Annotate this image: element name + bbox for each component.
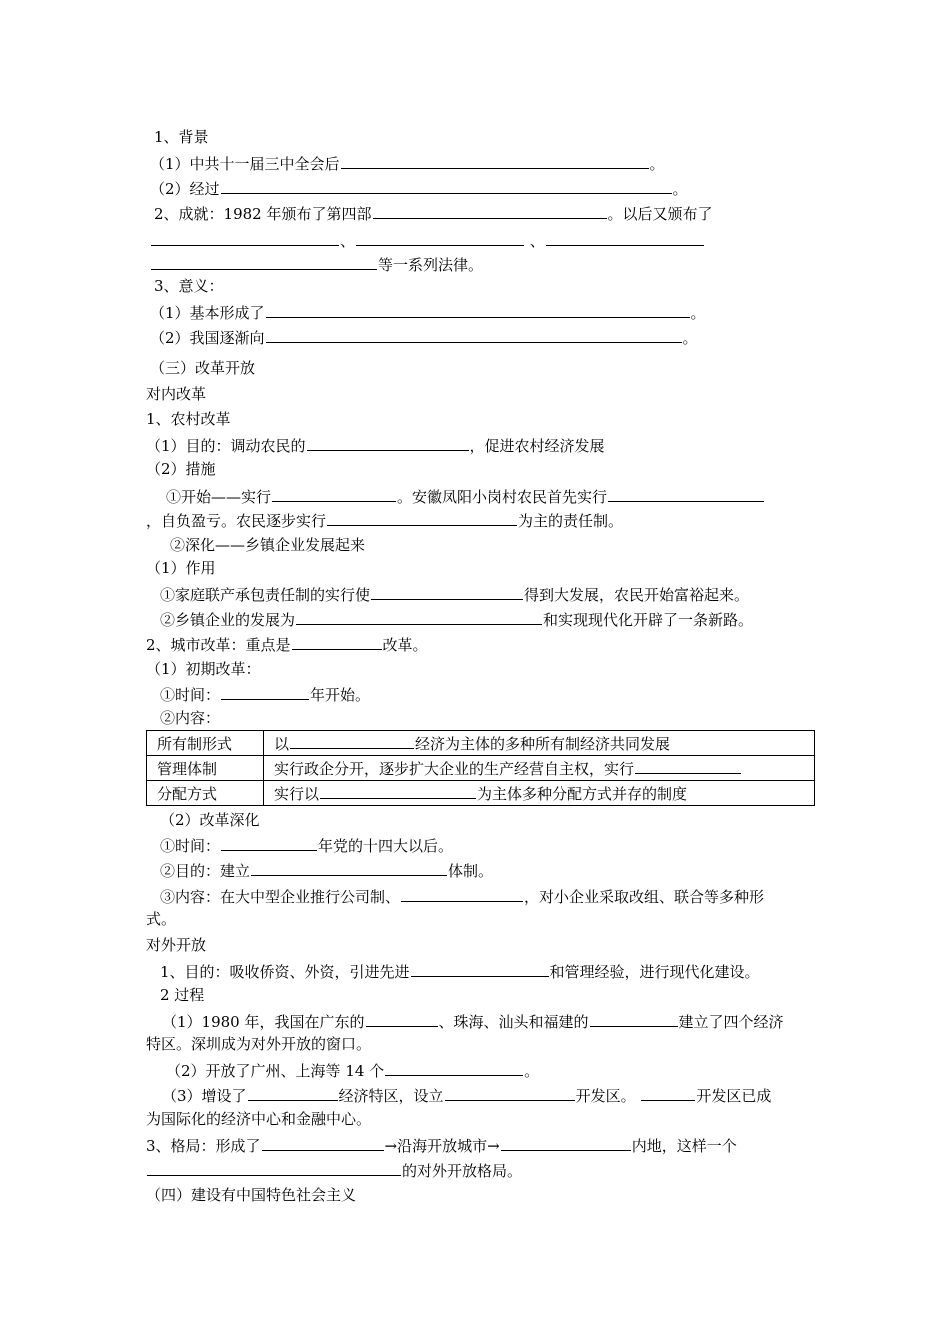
table-cell <box>264 781 815 806</box>
text: （1）中共十一届三中全会后 <box>150 155 340 173</box>
urban-deepen-time <box>160 834 453 854</box>
rural-effect-2 <box>160 608 753 628</box>
blank-field[interactable] <box>401 885 523 902</box>
text: 实行政企分开，逐步扩大企业的生产经营自主权，实行 <box>274 760 635 778</box>
domestic-reform-title: 对内改革 <box>146 385 207 403</box>
urban-initial-heading: （1）初期改革： <box>146 660 261 678</box>
significance-heading: 3、意义： <box>154 277 224 295</box>
opening-layout <box>146 1134 737 1154</box>
rural-effect-1 <box>160 583 749 603</box>
text: 年党的十四大以后。 <box>318 837 454 855</box>
table-label: 所有制形式 <box>147 731 264 756</box>
text: ②目的：建立 <box>160 862 251 880</box>
blank-field[interactable] <box>635 757 741 774</box>
rural-measures-heading: （2）措施 <box>146 460 216 478</box>
blank-field[interactable] <box>272 485 396 502</box>
text: 。 <box>682 329 698 347</box>
urban-deepen-heading: （2）改革深化 <box>160 811 260 829</box>
rural-measure-2: ②深化——乡镇企业发展起来 <box>170 536 366 554</box>
text: 、珠海、汕头和福建的 <box>438 1013 589 1031</box>
blank-field[interactable] <box>266 326 682 343</box>
text: 体制。 <box>448 862 494 880</box>
blank-field[interactable] <box>292 633 382 650</box>
text: 为主的责任制。 <box>518 512 624 530</box>
text: ①时间： <box>160 837 221 855</box>
blank-field[interactable] <box>356 229 524 246</box>
achievement-line-2 <box>150 229 705 249</box>
blank-field[interactable] <box>411 960 549 977</box>
text: 3、格局：形成了 <box>146 1137 261 1155</box>
blank-field[interactable] <box>151 253 377 270</box>
text: ②乡镇企业的发展为 <box>160 611 296 629</box>
text: 改革。 <box>382 636 428 654</box>
blank-field[interactable] <box>221 177 672 194</box>
rural-reform-heading: 1、农村改革 <box>146 410 231 428</box>
opening-process-3-wrap: 为国际化的经济中心和金融中心。 <box>146 1110 372 1128</box>
text: 为主体多种分配方式并存的制度 <box>477 785 688 803</box>
text: ，对小企业采取改组、联合等多种形 <box>524 888 765 906</box>
text: 开发区。 <box>575 1087 636 1105</box>
text: 、 <box>529 232 545 250</box>
text: 的对外开放格局。 <box>402 1162 523 1180</box>
table-label: 管理体制 <box>147 756 264 781</box>
text: ①家庭联产承包责任制的实行使 <box>160 586 371 604</box>
text: 。安徽凤阳小岗村农民首先实行 <box>397 488 608 506</box>
blank-field[interactable] <box>266 301 690 318</box>
opening-process-3 <box>162 1084 771 1104</box>
rural-purpose-line <box>146 434 605 454</box>
text: 以 <box>274 735 290 753</box>
text: 经济特区，设立 <box>338 1087 444 1105</box>
background-line-1 <box>150 152 665 172</box>
urban-deepen-content <box>160 885 764 905</box>
text: ，自负盈亏。农民逐步实行 <box>146 512 327 530</box>
text: 。 <box>524 1062 540 1080</box>
urban-reform-heading <box>146 633 428 653</box>
blank-field[interactable] <box>248 1084 338 1101</box>
part3-title: （三）改革开放 <box>150 359 256 377</box>
text: 得到大发展，农民开始富裕起来。 <box>524 586 750 604</box>
urban-deepen-goal <box>160 859 493 879</box>
text: （1）目的：调动农民的 <box>146 437 306 455</box>
text: 。 <box>672 180 688 198</box>
table-row <box>147 781 815 806</box>
section-background-heading: 1、背景 <box>154 128 209 146</box>
text: 年开始。 <box>310 686 371 704</box>
significance-line-2 <box>150 326 698 346</box>
opening-title: 对外开放 <box>146 936 207 954</box>
significance-line-1 <box>150 301 706 321</box>
opening-process-1-wrap: 特区。深圳成为对外开放的窗口。 <box>146 1035 372 1053</box>
blank-field[interactable] <box>608 485 764 502</box>
urban-deepen-content-wrap: 式。 <box>146 910 177 928</box>
blank-field[interactable] <box>320 782 476 799</box>
blank-field[interactable] <box>590 1010 678 1027</box>
blank-field[interactable] <box>546 229 704 246</box>
table-label: 分配方式 <box>147 781 264 806</box>
text: 1、目的：吸收侨资、外资，引进先进 <box>160 963 410 981</box>
rural-measure-1-wrap <box>146 509 623 529</box>
text: 和管理经验，进行现代化建设。 <box>549 963 760 981</box>
text: 。 <box>690 304 706 322</box>
blank-field[interactable] <box>221 683 309 700</box>
blank-field[interactable] <box>501 1134 631 1151</box>
rural-effect-heading: （1）作用 <box>146 559 216 577</box>
blank-field[interactable] <box>296 608 542 625</box>
achievement-line-1 <box>154 202 713 222</box>
opening-process-heading: 2 过程 <box>160 986 205 1004</box>
blank-field[interactable] <box>147 1159 401 1176</box>
text: 内地，这样一个 <box>631 1137 737 1155</box>
text: 建立了四个经济 <box>678 1013 784 1031</box>
blank-field[interactable] <box>373 202 607 219</box>
text: （3）增设了 <box>162 1087 247 1105</box>
text: 、 <box>340 232 356 250</box>
text: 2、成就：1982 年颁布了第四部 <box>154 205 372 223</box>
blank-field[interactable] <box>371 583 523 600</box>
table-cell <box>264 756 815 781</box>
opening-process-1 <box>162 1010 784 1030</box>
opening-goal <box>160 960 760 980</box>
opening-process-2 <box>166 1059 539 1079</box>
blank-field[interactable] <box>251 859 447 876</box>
opening-layout-wrap <box>146 1159 522 1179</box>
achievement-line-3 <box>150 253 483 273</box>
urban-initial-content: ②内容： <box>160 709 221 727</box>
blank-field[interactable] <box>385 1059 523 1076</box>
blank-field[interactable] <box>262 1134 384 1151</box>
table-row <box>147 731 815 756</box>
text: →沿海开放城市→ <box>384 1137 500 1155</box>
urban-initial-time <box>160 683 370 703</box>
text: 。 <box>649 155 665 173</box>
rural-measure-1 <box>166 485 765 505</box>
text: 2、城市改革：重点是 <box>146 636 291 654</box>
blank-field[interactable] <box>641 1084 695 1101</box>
blank-field[interactable] <box>151 229 339 246</box>
text: ③内容：在大中型企业推行公司制、 <box>160 888 401 906</box>
text: （2）开放了广州、上海等 14 个 <box>166 1062 385 1080</box>
text: ①时间： <box>160 686 221 704</box>
text: 。以后又颁布了 <box>607 205 713 223</box>
blank-field[interactable] <box>341 152 649 169</box>
table-cell <box>264 731 815 756</box>
text: （1）基本形成了 <box>150 304 265 322</box>
part4-title: （四）建设有中国特色社会主义 <box>146 1186 357 1204</box>
text: 实行以 <box>274 785 320 803</box>
text: 经济为主体的多种所有制经济共同发展 <box>415 735 671 753</box>
text: ①开始——实行 <box>166 488 272 506</box>
blank-field[interactable] <box>327 509 517 526</box>
reform-content-table <box>146 730 815 806</box>
blank-field[interactable] <box>307 434 469 451</box>
text: ，促进农村经济发展 <box>469 437 605 455</box>
blank-field[interactable] <box>366 1010 438 1027</box>
table-row <box>147 756 815 781</box>
background-line-2 <box>150 177 688 197</box>
text: （2）我国逐渐向 <box>150 329 265 347</box>
text: 和实现现代化开辟了一条新路。 <box>543 611 754 629</box>
blank-field[interactable] <box>221 834 317 851</box>
text: 等一系列法律。 <box>378 256 484 274</box>
text: （2）经过 <box>150 180 220 198</box>
blank-field[interactable] <box>445 1084 575 1101</box>
text: 开发区已成 <box>696 1087 772 1105</box>
text: （1）1980 年，我国在广东的 <box>162 1013 365 1031</box>
blank-field[interactable] <box>290 732 414 749</box>
